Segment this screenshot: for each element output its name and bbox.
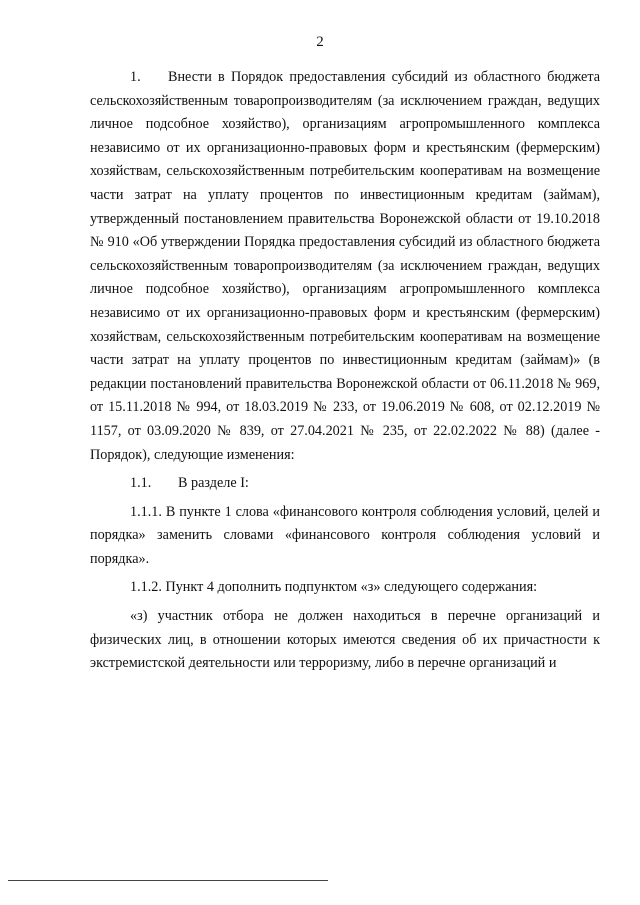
paragraph-number: 1.	[130, 69, 141, 85]
paragraph-item-1	[90, 66, 600, 467]
paragraph-item-1-1	[90, 472, 600, 496]
paragraph-text: 1.1.1. В пункте 1 слова «финансового контроля соблюдения условий, целей и порядка» заменить словами «финансового контроля соблюдения условий и порядка».	[90, 503, 600, 567]
paragraph-item-1-1-1	[90, 501, 600, 572]
paragraph-quoted-subitem	[90, 605, 600, 676]
page-number: 2	[316, 34, 324, 50]
paragraph-number: 1.1.	[130, 475, 152, 492]
paragraph-item-1-1-2	[90, 576, 600, 600]
paragraph-text: «з) участник отбора не должен находиться в перечне организаций и физических лиц, в отношении которых имеются сведения об их причастности к экстремистской деятельности или терроризму, либо в перечне организаций и	[90, 608, 600, 672]
paragraph-text: 1.1.2. Пункт 4 дополнить подпунктом «з» следующего содержания:	[130, 579, 538, 596]
paragraph-text: В разделе I:	[178, 475, 249, 492]
footer-divider	[8, 880, 328, 881]
paragraph-text: Внести в Порядок предоставления субсидий из областного бюджета сельскохозяйственным товаропроизводителям (за исключением граждан, ведущих личное подсобное хозяйство), организациям агропромышленного комплекса независимо от их организационно-правовых форм и крестьянским (фермерским) хозяйствам, сельскохозяйственным потребительским кооперативам на возмещение части затрат на уплату процентов по инвестиционным кредитам (займам), утвержденный постановлением правительства Воронежской области от 19.10.2018 № 910 «Об утверждении Порядка предоставления субсидий из областного бюджета сельскохозяйственным товаропроизводителям (за исключением граждан, ведущих личное подсобное хозяйство), организациям агропромышленного комплекса независимо от их организационно-правовых форм и крестьянским (фермерским) хозяйствам, сельскохозяйственным потребительским кооперативам на возмещение части затрат на уплату процентов по инвестиционным кредитам (займам)» (в редакции постановлений правительства Воронежской области от 06.11.2018 № 969, от 15.11.2018 № 994, от 18.03.2019 № 233, от 19.06.2019 № 608, от 02.12.2019 № 1157, от 03.09.2020 № 839, от 27.04.2021 № 235, от 22.02.2022 № 88) (далее - Порядок), следующие изменения:	[90, 69, 600, 463]
document-body	[90, 66, 600, 676]
